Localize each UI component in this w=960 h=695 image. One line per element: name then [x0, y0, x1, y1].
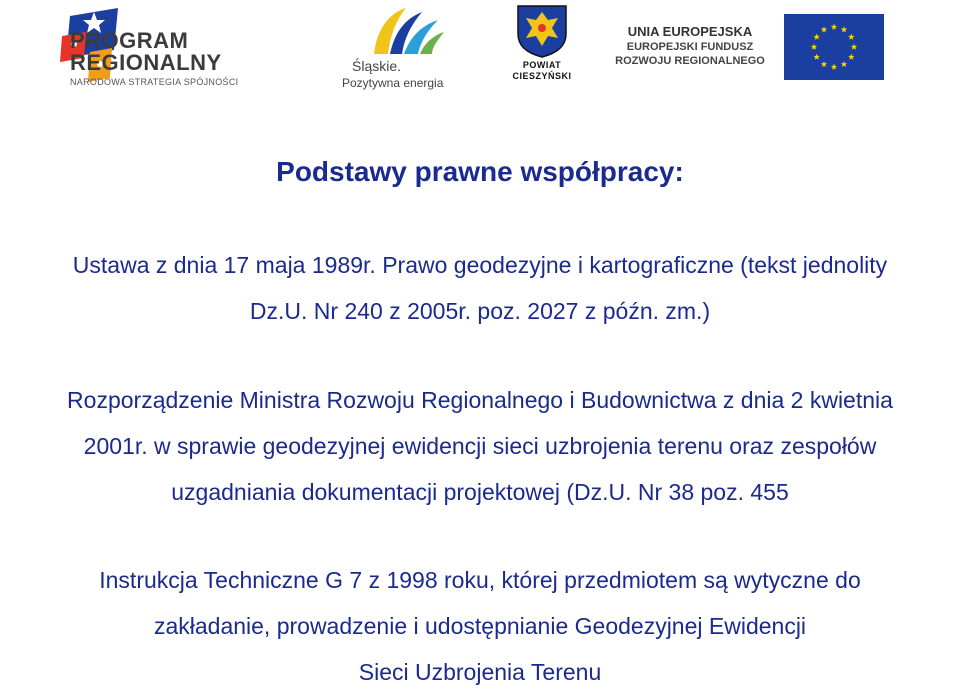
program-regionalny-text — [70, 30, 238, 87]
paragraph-instrukcja — [0, 557, 960, 695]
paragraph-line: 2001r. w sprawie geodezyjnej ewidencji sieci uzbrojenia terenu oraz zespołów — [83, 433, 877, 459]
powiat-text — [506, 60, 578, 82]
paragraph-line: Dz.U. Nr 240 z 2005r. poz. 2027 z późn. zm.) — [249, 298, 711, 324]
eu-logo-line1: UNIA EUROPEJSKA — [627, 24, 753, 39]
powiat-logo-line2: CIESZYŃSKI — [512, 71, 572, 81]
paragraph-line: zakładanie, prowadzenie i udostępnianie Geodezyjnej Ewidencji — [153, 613, 807, 639]
paragraph-ustawa — [0, 242, 960, 334]
paragraph-line: Ustawa z dnia 17 maja 1989r. Prawo geodezyjne i kartograficzne (tekst jednolity — [72, 252, 888, 278]
page-title: Podstawy prawne współpracy: — [276, 156, 684, 187]
eu-fund-text — [604, 24, 776, 68]
eu-logo-line2: EUROPEJSKI FUNDUSZ — [626, 41, 754, 53]
eu-logo-line3: ROZWOJU REGIONALNEGO — [615, 55, 765, 67]
logo-bar — [0, 0, 960, 100]
program-logo-line3: NARODOWA STRATEGIA SPÓJNOŚCI — [70, 77, 239, 87]
program-logo-line2: REGIONALNY — [70, 50, 222, 75]
paragraph-line: Instrukcja Techniczne G 7 z 1998 roku, której przedmiotem są wytyczne do — [99, 567, 861, 593]
slaskie-logo-line2: Pozytywna energia — [342, 76, 444, 90]
slaskie-logo-icon — [366, 4, 446, 58]
program-logo-line1: PROGRAM — [70, 28, 189, 53]
paragraph-line: Rozporządzenie Ministra Rozwoju Regionalnego i Budownictwa z dnia 2 kwietnia — [67, 387, 893, 413]
paragraph-line: Sieci Uzbrojenia Terenu — [358, 659, 602, 685]
powiat-logo-line1: POWIAT — [522, 60, 562, 70]
paragraph-line: uzgadniania dokumentacji projektowej (Dz.U. Nr 38 poz. 455 — [171, 479, 789, 505]
paragraph-rozporzadzenie — [0, 377, 960, 515]
eu-flag-icon — [784, 14, 884, 80]
slaskie-logo-line1: Śląskie. — [352, 58, 402, 74]
powiat-crest-icon — [512, 4, 572, 58]
